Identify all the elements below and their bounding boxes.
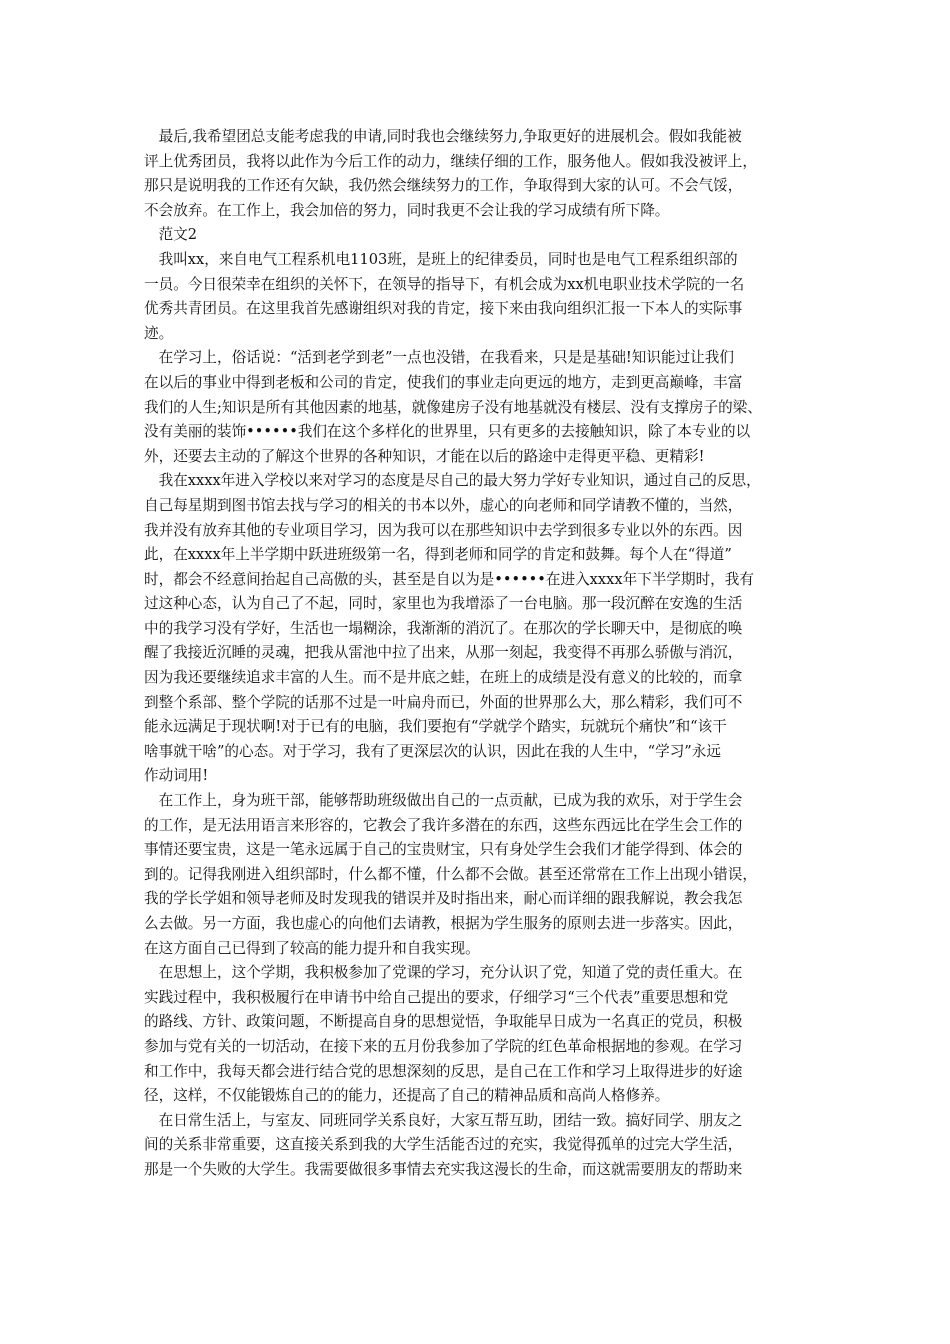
text-line: 评上优秀团员，我将以此作为今后工作的动力，继续仔细的工作，服务他人。假如我没被评上， xyxy=(144,152,757,170)
text-line: 间的关系非常重要，这直接关系到我的大学生活能否过的充实，我觉得孤单的过完大学生活， xyxy=(144,1136,743,1154)
text-line: 因为我还要继续追求丰富的人生。而不是井底之蛙，在班上的成绩是没有意义的比较的，而拿 xyxy=(144,669,743,687)
text-line: 迹。 xyxy=(144,324,174,342)
text-line: 过这种心态，认为自己了不起，同时，家里也为我增添了一台电脑。那一段沉醉在安逸的生活 xyxy=(144,595,743,613)
text-line: 中的我学习没有学好，生活也一塌糊涂，我渐渐的消沉了。在那次的学长聊天中，是彻底的唤 xyxy=(144,619,743,637)
text-line: 外，还要去主动的了解这个世界的各种知识，才能在以后的路途中走得更平稳、更精彩! xyxy=(144,447,705,465)
text-line: 在学习上，俗话说：“活到老学到老”一点也没错，在我看来，只是是基础!知识能过让我们 xyxy=(144,349,734,367)
text-line: 参加与党有关的一切活动，在接下来的五月份我参加了学院的红色革命根据地的参观。在学习 xyxy=(144,1037,743,1055)
text-line: 一员。今日很荣幸在组织的关怀下，在领导的指导下，有机会成为xx机电职业技术学院的一名 xyxy=(144,275,745,293)
section-heading: 范文2 xyxy=(144,226,198,244)
document-body xyxy=(144,125,824,1183)
text-line: 在这方面自己已得到了较高的能力提升和自我实现。 xyxy=(144,939,480,957)
text-line: 我的学长学姐和领导老师及时发现我的错误并及时指出来，耐心而详细的跟我解说，教会我怎 xyxy=(144,890,743,908)
text-line: 不会放弃。在工作上，我会加倍的努力，同时我更不会让我的学习成绩有所下降。 xyxy=(144,201,670,219)
text-line: 作动词用! xyxy=(144,767,209,785)
text-line: 和工作中，我每天都会进行结合党的思想深刻的反思，是自己在工作和学习上取得进步的好途 xyxy=(144,1062,743,1080)
text-line: 我们的人生;知识是所有其他因素的地基，就像建房子没有地基就没有楼层、没有支撑房子的梁、 xyxy=(144,398,762,416)
text-line: 到整个系部、整个学院的话那不过是一叶扁舟而已，外面的世界那么大，那么精彩，我们可不 xyxy=(144,693,743,711)
text-line: 在日常生活上，与室友、同班同学关系良好，大家互帮互助，团结一致。搞好同学、朋友之 xyxy=(144,1111,743,1129)
text-line: 在以后的事业中得到老板和公司的肯定，使我们的事业走向更远的地方，走到更高巅峰，丰富 xyxy=(144,373,743,391)
text-line: 那是一个失败的大学生。我需要做很多事情去充实我这漫长的生命，而这就需要朋友的帮助来 xyxy=(144,1160,743,1178)
text-line: 自己每星期到图书馆去找与学习的相关的书本以外，虚心的向老师和同学请教不懂的，当然， xyxy=(144,496,743,514)
text-line: 么去做。另一方面，我也虚心的向他们去请教，根据为学生服务的原则去进一步落实。因此， xyxy=(144,915,743,932)
text-line: 在思想上，这个学期，我积极参加了党课的学习，充分认识了党，知道了党的责任重大。在 xyxy=(144,964,743,982)
text-line: 实践过程中，我积极履行在申请书中给自己提出的要求，仔细学习“三个代表”重要思想和党 xyxy=(144,988,729,1006)
text-line: 径，这样，不仅能锻炼自己的的能力，还提高了自己的精神品质和高尚人格修养。 xyxy=(144,1087,670,1105)
text-line: 此，在xxxx年上半学期中跃进班级第一名，得到老师和同学的肯定和鼓舞。每个人在“得道” xyxy=(144,546,732,564)
text-line: 事情还要宝贵，这是一笔永远属于自己的宝贵财宝，只有身处学生会我们才能学得到、体会的 xyxy=(144,841,743,859)
text-line: 在工作上，身为班干部，能够帮助班级做出自己的一点贡献，已成为我的欢乐，对于学生会 xyxy=(144,792,743,810)
text-line: 时，都会不经意间抬起自己高傲的头，甚至是自以为是••••••在进入xxxx年下半学期时，我有 xyxy=(144,570,754,588)
text-line: 我并没有放弃其他的专业项目学习，因为我可以在那些知识中去学到很多专业以外的东西。因 xyxy=(144,521,743,539)
text-line: 优秀共青团员。在这里我首先感谢组织对我的肯定，接下来由我向组织汇报一下本人的实际事 xyxy=(144,300,743,318)
text-line: 我叫xx，来自电气工程系机电1103班，是班上的纪律委员，同时也是电气工程系组织部的 xyxy=(144,250,738,268)
text-line: 我在xxxx年进入学校以来对学习的态度是尽自己的最大努力学好专业知识，通过自己的反思， xyxy=(144,472,761,490)
text-line: 啥事就干啥”的心态。对于学习，我有了更深层次的认识，因此在我的人生中，“学习”永远 xyxy=(144,742,721,760)
text-line: 能永远满足于现状啊!对于已有的电脑，我们要抱有“学就学个踏实，玩就玩个痛快”和“该干 xyxy=(144,718,727,736)
text-line: 没有美丽的装饰••••••我们在这个多样化的世界里，只有更多的去接触知识，除了本专业的以 xyxy=(144,423,751,441)
text-line: 到的。记得我刚进入组织部时，什么都不懂，什么都不会做。甚至还常常在工作上出现小错误， xyxy=(144,865,757,883)
text-line: 的工作，是无法用语言来形容的，它教会了我许多潜在的东西，这些东西远比在学生会工作的 xyxy=(144,816,743,834)
text-line: 醒了我接近沉睡的灵魂，把我从雷池中拉了出来，从那一刻起，我变得不再那么骄傲与消沉， xyxy=(144,644,743,662)
text-line: 最后,我希望团总支能考虑我的申请,同时我也会继续努力,争取更好的进展机会。假如我能被 xyxy=(144,128,742,145)
text-line: 那只是说明我的工作还有欠缺，我仍然会继续努力的工作，争取得到大家的认可。不会气馁， xyxy=(144,177,743,195)
text-line: 的路线、方针、政策问题，不断提高自身的思想觉悟，争取能早日成为一名真正的党员，积极 xyxy=(144,1013,743,1031)
